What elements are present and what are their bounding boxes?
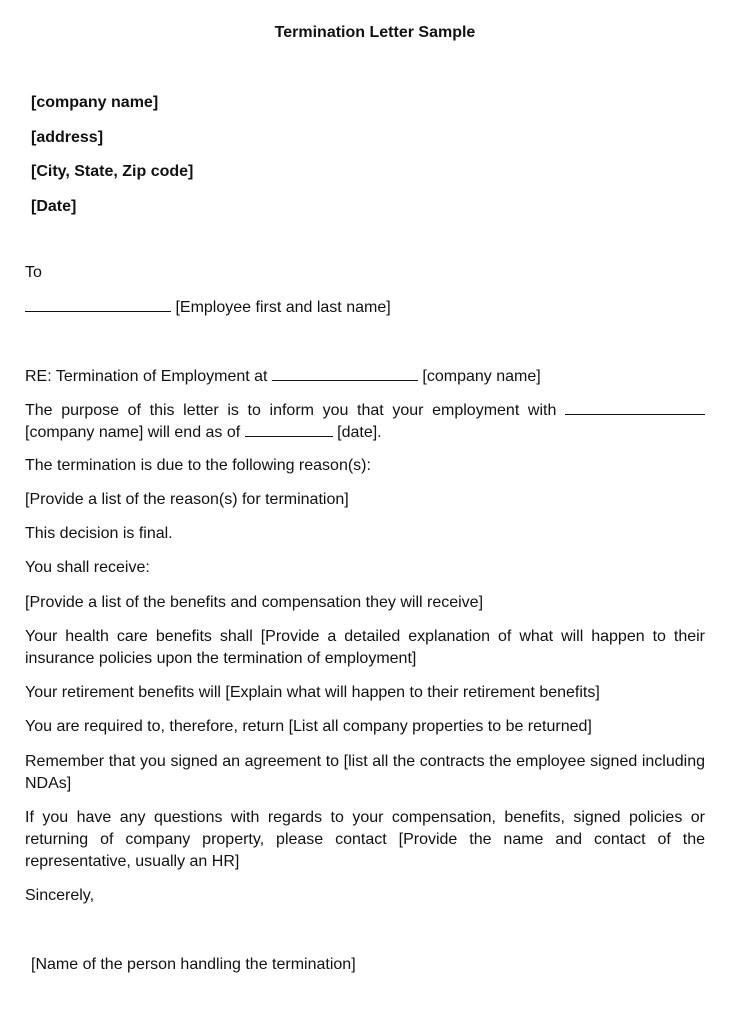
sender-block (31, 92, 193, 230)
closing-text: Sincerely, (25, 887, 95, 904)
re-text: RE: Termination of Employment at (25, 368, 268, 385)
purpose-date-blank (245, 421, 333, 437)
reason-placeholder: [Provide a list of the reason(s) for termination] (25, 491, 349, 508)
return-property-paragraph: You are required to, therefore, return [List all company properties to be returned] (25, 718, 592, 735)
decision-text: This decision is final. (25, 525, 173, 542)
purpose-text-1: The purpose of this letter is to inform you that your employment with (25, 402, 557, 419)
employee-name-blank (25, 296, 171, 312)
reason-intro: The termination is due to the following reason(s): (25, 457, 371, 474)
signature-placeholder: [Name of the person handling the termination] (31, 956, 356, 973)
purpose-line-1 (25, 399, 705, 421)
purpose-company-blank (565, 399, 705, 415)
receive-intro: You shall receive: (25, 559, 150, 576)
retirement-paragraph: Your retirement benefits will [Explain what will happen to their retirement benefits] (25, 684, 600, 701)
purpose-date: [date]. (337, 424, 382, 441)
purpose-paragraph (25, 399, 705, 444)
re-company: [company name] (422, 368, 541, 385)
sender-company-name: [company name] (31, 94, 159, 111)
agreement-paragraph: Remember that you signed an agreement to [list all the contracts the employee signed including NDAs] (25, 753, 705, 792)
sender-city-state-zip: [City, State, Zip code] (31, 163, 194, 180)
re-company-blank (272, 365, 418, 381)
to-label: To (25, 264, 42, 281)
purpose-text-2: [company name] will end as of (25, 424, 241, 441)
re-line (25, 365, 705, 388)
employee-placeholder: [Employee first and last name] (175, 299, 391, 316)
health-care-paragraph: Your health care benefits shall [Provide a detailed explanation of what will happen to their insurance policies upon the termination of employment] (25, 628, 705, 667)
purpose-line-2 (25, 421, 705, 444)
benefits-placeholder: [Provide a list of the benefits and compensation they will receive] (25, 594, 484, 611)
document-title: Termination Letter Sample (274, 24, 476, 41)
questions-paragraph: If you have any questions with regards to your compensation, benefits, signed policies or returning of company property, please contact [Provide the name and contact of the representative, usually an HR] (25, 809, 705, 870)
sender-address: [address] (31, 128, 104, 146)
employee-line (25, 296, 705, 319)
sender-date: [Date] (31, 197, 77, 215)
